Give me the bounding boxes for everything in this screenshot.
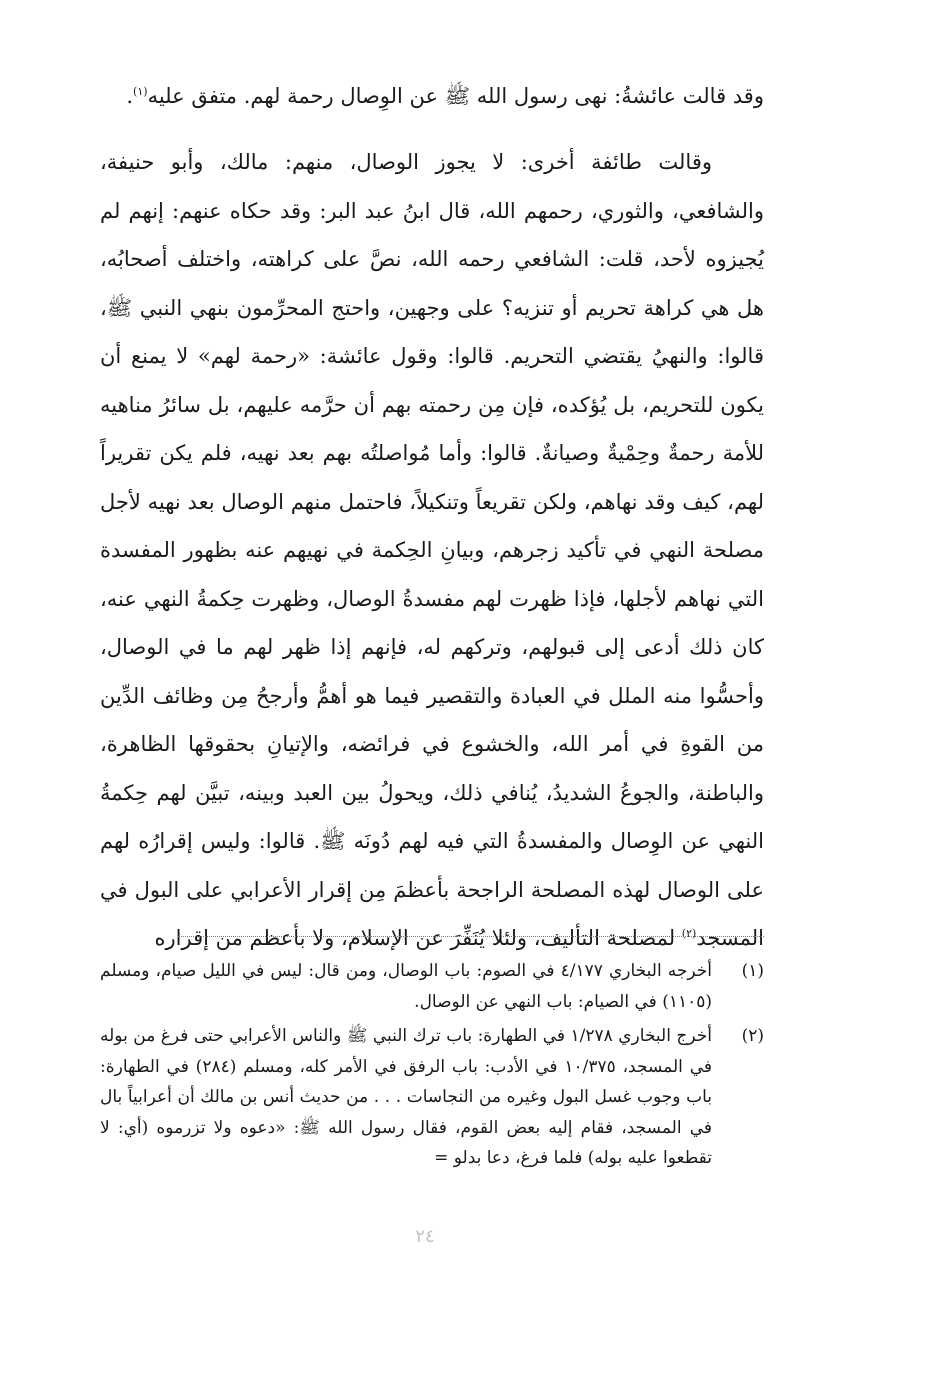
intro-line xyxy=(100,74,764,118)
paragraph-part-2: لمصلحة التأليف، ولئلا يُنَفِّرَ عن الإسلام، ولا بأعظم من إقراره xyxy=(154,926,682,950)
footnote-ref-1[interactable]: (١) xyxy=(133,85,148,98)
footnotes xyxy=(100,956,764,1178)
footnote-text: أخرجه البخاري ٤/١٧٧ في الصوم: باب الوصال، ومن قال: ليس في الليل صيام، ومسلم (١١٠٥) في الصيام: باب النهي عن الوصال. xyxy=(100,961,713,1012)
footnote-divider xyxy=(178,936,764,937)
footnote-2 xyxy=(100,1021,764,1174)
body-paragraph xyxy=(100,138,764,963)
footnote-number: (٢) xyxy=(741,1026,764,1046)
footnote-text: أخرج البخاري ١/٢٧٨ في الطهارة: باب ترك النبي ﷺ والناس الأعرابي حتى فرغ من بوله في المسجد، ١٠/٣٧٥ في الأدب: باب الرفق في الأمر كله، ومسلم (٢٨٤) في الطهارة: باب وجوب غسل البول وغيره من النجاسات . . . من حديث أنس بن مالك أن أعرابياً بال في المسجد، فقام إليه بعض القوم، فقال رسول الله ﷺ: «دعوه ولا تزرموه (أي: لا تقطعوا عليه بوله) فلما فرغ، دعا بدلو = xyxy=(100,1026,712,1168)
page-number: ٢٤ xyxy=(415,1226,435,1247)
footnote-ref-2[interactable]: (٢) xyxy=(681,927,697,940)
intro-end: . xyxy=(126,84,134,108)
intro-text: وقد قالت عائشةُ: نهى رسول الله ﷺ عن الوِصال رحمة لهم. متفق عليه xyxy=(147,84,764,108)
footnote-number: (١) xyxy=(741,961,764,981)
footnote-1 xyxy=(100,956,764,1017)
paragraph-part-1: وقالت طائفة أخرى: لا يجوز الوصال، منهم: مالك، وأبو حنيفة، والشافعي، والثوري، رحمهم الله، قال ابنُ عبد البر: وقد حكاه عنهم: إنهم لم يُجيزوه لأحد، قلت: الشافعي رحمه الله، نصَّ على كراهته، واختلف أصحابُه، هل هي كراهة تحريم أو تنزيه؟ على وجهين، واحتج المحرِّمون بنهي النبي ﷺ، قالوا: والنهيُ يقتضي التحريم. قالوا: وقول عائشة: «رحمة لهم» لا يمنع أن يكون للتحريم، بل يُؤكده، فإن مِن رحمته بهم أن حرَّمه عليهم، بل سائرُ مناهيه للأمة رحمةٌ وحِمْيةٌ وصيانةٌ. قالوا: وأما مُواصلتُه بهم بعد نهيه، فلم يكن تقريراً لهم، كيف وقد نهاهم، ولكن تقريعاً وتنكيلاً، فاحتمل منهم الوصال بعد نهيه لأجل مصلحة النهي في تأكيد زجرهم، وبيانِ الحِكمة في نهيهم عنه بظهور المفسدة التي نهاهم لأجلها، فإذا ظهرت لهم مفسدةُ الوصال، وظهرت حِكمةُ النهي عنه، كان ذلك أدعى إلى قبولهم، وتركهم له، فإنهم إذا ظهر لهم ما في الوصال، وأحسُّوا منه الملل في العبادة والتقصير فيما هو أهمُّ وأرجحُ مِن وظائف الدِّين من القوةِ في أمر الله، والخشوع في فرائضه، والإتيانِ بحقوقها الظاهرة، والباطنة، والجوعُ الشديدُ، يُنافي ذلك، ويحولُ بين العبد وبينه، تبيَّن لهم حِكمةُ النهي عن الوِصال والمفسدةُ التي فيه لهم دُونَه ﷺ. قالوا: وليس إقرارُه لهم على الوصال لهذه المصلحة الراجحة بأعظمَ مِن إقرار الأعرابي على البول في المسجد xyxy=(100,150,764,950)
main-text xyxy=(100,138,764,963)
